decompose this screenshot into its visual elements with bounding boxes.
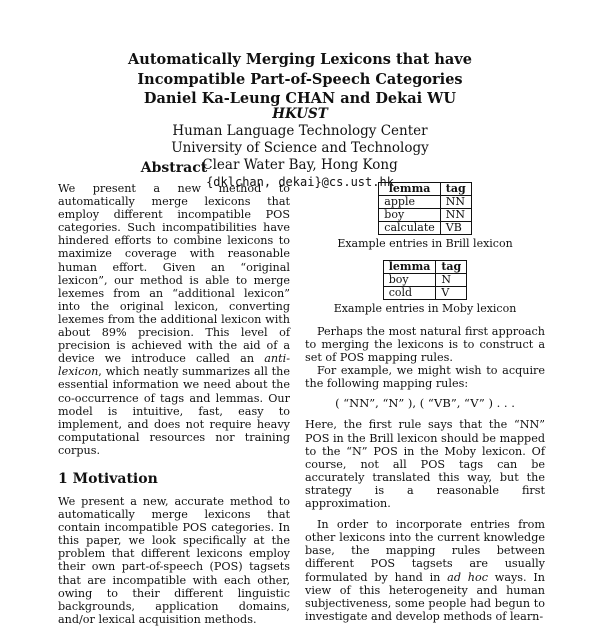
column-header: lemma [383, 261, 436, 274]
table-row [379, 222, 471, 235]
tag-cell: NN [440, 196, 471, 209]
right-paragraph-3: Here, the first rule says that the “NN” POS in the Brill lexicon should be mapped to the “N” POS in the Moby lexicon. Of course, not all POS tags can be accurately translated this way, but the strategy is a reasonable first approximation. [305, 418, 545, 511]
mapping-rules: ( “NN”, “N” ), ( “VB”, “V” ) . . . [335, 396, 515, 411]
lemma-cell: cold [383, 287, 436, 300]
right-column [305, 182, 545, 623]
ad-hoc-term: ad hoc [447, 570, 488, 584]
table-header-row [379, 183, 471, 196]
right-paragraph-4-part-2: ways. In view of this heterogeneity and human subjectiveness, some people had begun to investigate and develop methods of learn- [305, 570, 545, 623]
table-row [383, 287, 467, 300]
right-paragraph-2: For example, we might wish to acquire the following mapping rules: [305, 364, 545, 391]
tag-cell: N [436, 274, 467, 287]
lemma-cell: boy [379, 209, 441, 222]
institution: HKUST [272, 106, 328, 122]
table-row [383, 274, 467, 287]
affiliation-line-2: University of Science and Technology [171, 140, 429, 156]
moby-lexicon-table [383, 260, 468, 300]
abstract-text-part-2: , which neatly summarizes all the essential information we need about the co-occurrence of tags and lemmas. Our model is intuitive, fast, easy to implement, and does not require heavy computational resources nor training corpus. [58, 365, 290, 457]
table-header-row [383, 261, 467, 274]
affiliation-line-3: Clear Water Bay, Hong Kong [202, 157, 398, 173]
column-header: lemma [379, 183, 441, 196]
right-paragraph-4 [305, 518, 545, 623]
abstract-text [58, 182, 290, 457]
left-column [58, 160, 290, 626]
title-line-2: Incompatible Part-of-Speech Categories [137, 71, 463, 88]
column-header: tag [436, 261, 467, 274]
motivation-paragraph-1: We present a new, accurate method to automatically merge lexicons that contain incompatible POS categories. In this paper, we look specifically at the problem that different lexicons employ their own part-of-speech (POS) tagsets that are incompatible with each other, owing to their different linguistic backgrounds, application domains, and/or lexical acquisition methods. [58, 494, 290, 626]
affiliation-line-1: Human Language Technology Center [172, 123, 428, 139]
abstract-heading: Abstract [140, 160, 208, 176]
right-paragraph-4-part-1: In order to incorporate entries from other lexicons into the current knowledge base, the mapping rules between different POS tagsets are usually formulated by hand in [305, 518, 545, 584]
right-paragraph-1: Perhaps the most natural first approach to merging the lexicons is to construct a set of POS mapping rules. [305, 325, 545, 365]
lemma-cell: calculate [379, 222, 441, 235]
abstract-text-part-1: We present a new method to automatically merge lexicons that employ different incompatible POS categories. Such incompatibilities have hindered efforts to combine lexicons to maximize coverage with reasonable human effort. Given an “original lexicon”, our method is able to merge lexemes from an “additional lexicon” into the original lexicon, converting lexemes from the additional lexicon with about 89% precision. This level of precision is achieved with the aid of a device we introduce called an [58, 182, 290, 366]
section-1-heading: 1 Motivation [58, 470, 158, 487]
paper-title [60, 50, 540, 90]
tag-cell: NN [440, 209, 471, 222]
tag-cell: VB [440, 222, 471, 235]
lemma-cell: boy [383, 274, 436, 287]
tag-cell: V [436, 287, 467, 300]
title-line-1: Automatically Merging Lexicons that have [128, 51, 472, 68]
anti-lexicon-term: anti-lexicon [58, 352, 290, 379]
email: {dklchan, dekai}@cs.ust.hk [206, 175, 394, 189]
authors: Daniel Ka-Leung CHAN and Dekai WU [143, 90, 457, 107]
column-header: tag [440, 183, 471, 196]
moby-table-caption: Example entries in Moby lexicon [333, 302, 517, 315]
table-row [379, 209, 471, 222]
brill-lexicon-table [378, 182, 471, 235]
brill-table-caption: Example entries in Brill lexicon [337, 237, 513, 250]
table-row [379, 196, 471, 209]
lemma-cell: apple [379, 196, 441, 209]
